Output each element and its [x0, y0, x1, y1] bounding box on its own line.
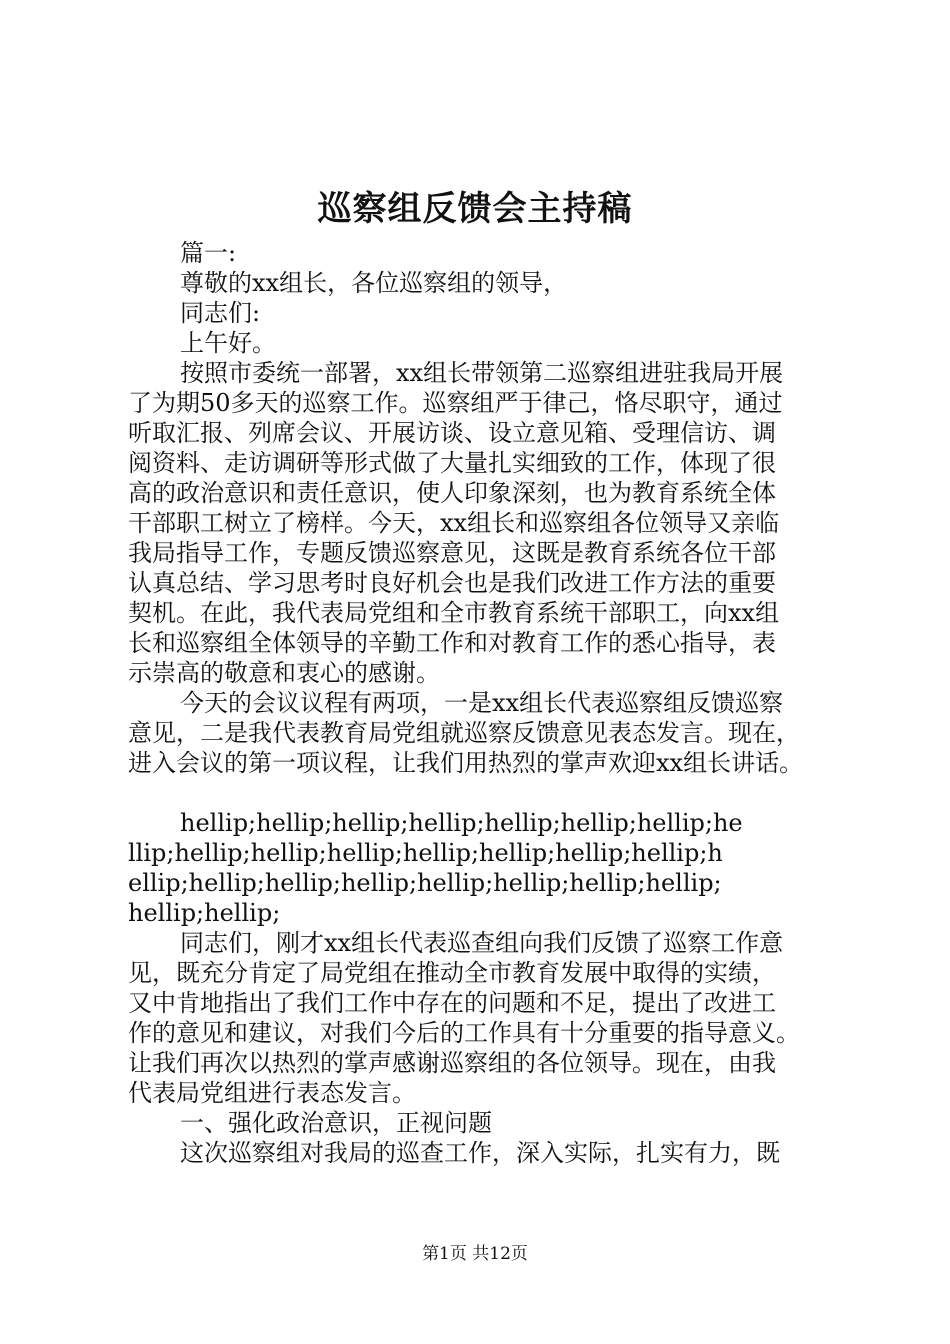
text-line: 又中肯地指出了我们工作中存在的问题和不足，提出了改进工: [128, 989, 776, 1017]
text-line: 作的意见和建议，对我们今后的工作具有十分重要的指导意义。: [128, 1019, 800, 1047]
text-line: 尊敬的xx组长，各位巡察组的领导，: [180, 269, 568, 297]
text-line: 见，既充分肯定了局党组在推动全市教育发展中取得的实绩，: [128, 959, 776, 987]
text-line: 长和巡察组全体领导的辛勤工作和对教育工作的悉心指导，表: [128, 629, 776, 657]
text-line: 代表局党组进行表态发言。: [128, 1079, 416, 1107]
text-line: 听取汇报、列席会议、开展访谈、设立意见箱、受理信访、调: [128, 419, 776, 447]
text-line: 上午好。: [180, 329, 276, 357]
text-line: 契机。在此，我代表局党组和全市教育系统干部职工，向xx组: [128, 599, 780, 627]
text-line: 高的政治意识和责任意识，使人印象深刻，也为教育系统全体: [128, 479, 776, 507]
text-line: 按照市委统一部署，xx组长带领第二巡察组进驻我局开展: [180, 359, 784, 387]
text-line: llip;hellip;hellip;hellip;hellip;hellip;hellip;hellip;h: [128, 839, 723, 867]
text-line: 今天的会议议程有两项，一是xx组长代表巡察组反馈巡察: [180, 689, 784, 717]
text-line: 一、强化政治意识，正视问题: [180, 1109, 492, 1137]
page-footer: 第1页 共12页: [422, 1244, 528, 1264]
text-line: hellip;hellip;: [128, 899, 281, 927]
document-title: 巡察组反馈会主持稿: [317, 189, 633, 229]
text-line: 进入会议的第一项议程，让我们用热烈的掌声欢迎xx组长讲话。: [128, 749, 804, 777]
text-line: 阅资料、走访调研等形式做了大量扎实细致的工作，体现了很: [128, 449, 776, 477]
text-line: [128, 778, 840, 808]
text-line: 意见，二是我代表教育局党组就巡察反馈意见表态发言。现在，: [128, 719, 800, 747]
text-line: hellip;hellip;hellip;hellip;hellip;hellip;hellip;he: [180, 809, 743, 837]
text-line: 篇一:: [180, 239, 237, 267]
text-line: 让我们再次以热烈的掌声感谢巡察组的各位领导。现在，由我: [128, 1049, 776, 1077]
text-line: 这次巡察组对我局的巡查工作，深入实际，扎实有力，既: [180, 1139, 780, 1167]
text-line: 同志们:: [180, 299, 261, 327]
text-line: 示崇高的敬意和衷心的感谢。: [128, 659, 440, 687]
text-line: 我局指导工作，专题反馈巡察意见，这既是教育系统各位干部: [128, 539, 776, 567]
text-line: 认真总结、学习思考时良好机会也是我们改进工作方法的重要: [128, 569, 776, 597]
text-line: ellip;hellip;hellip;hellip;hellip;hellip;hellip;hellip;: [128, 869, 722, 897]
text-line: 干部职工树立了榜样。今天，xx组长和巡察组各位领导又亲临: [128, 509, 780, 537]
text-line: 了为期50多天的巡察工作。巡察组严于律己，恪尽职守，通过: [128, 389, 783, 417]
document-body: [128, 238, 840, 1168]
text-line: 同志们，刚才xx组长代表巡查组向我们反馈了巡察工作意: [180, 929, 784, 957]
